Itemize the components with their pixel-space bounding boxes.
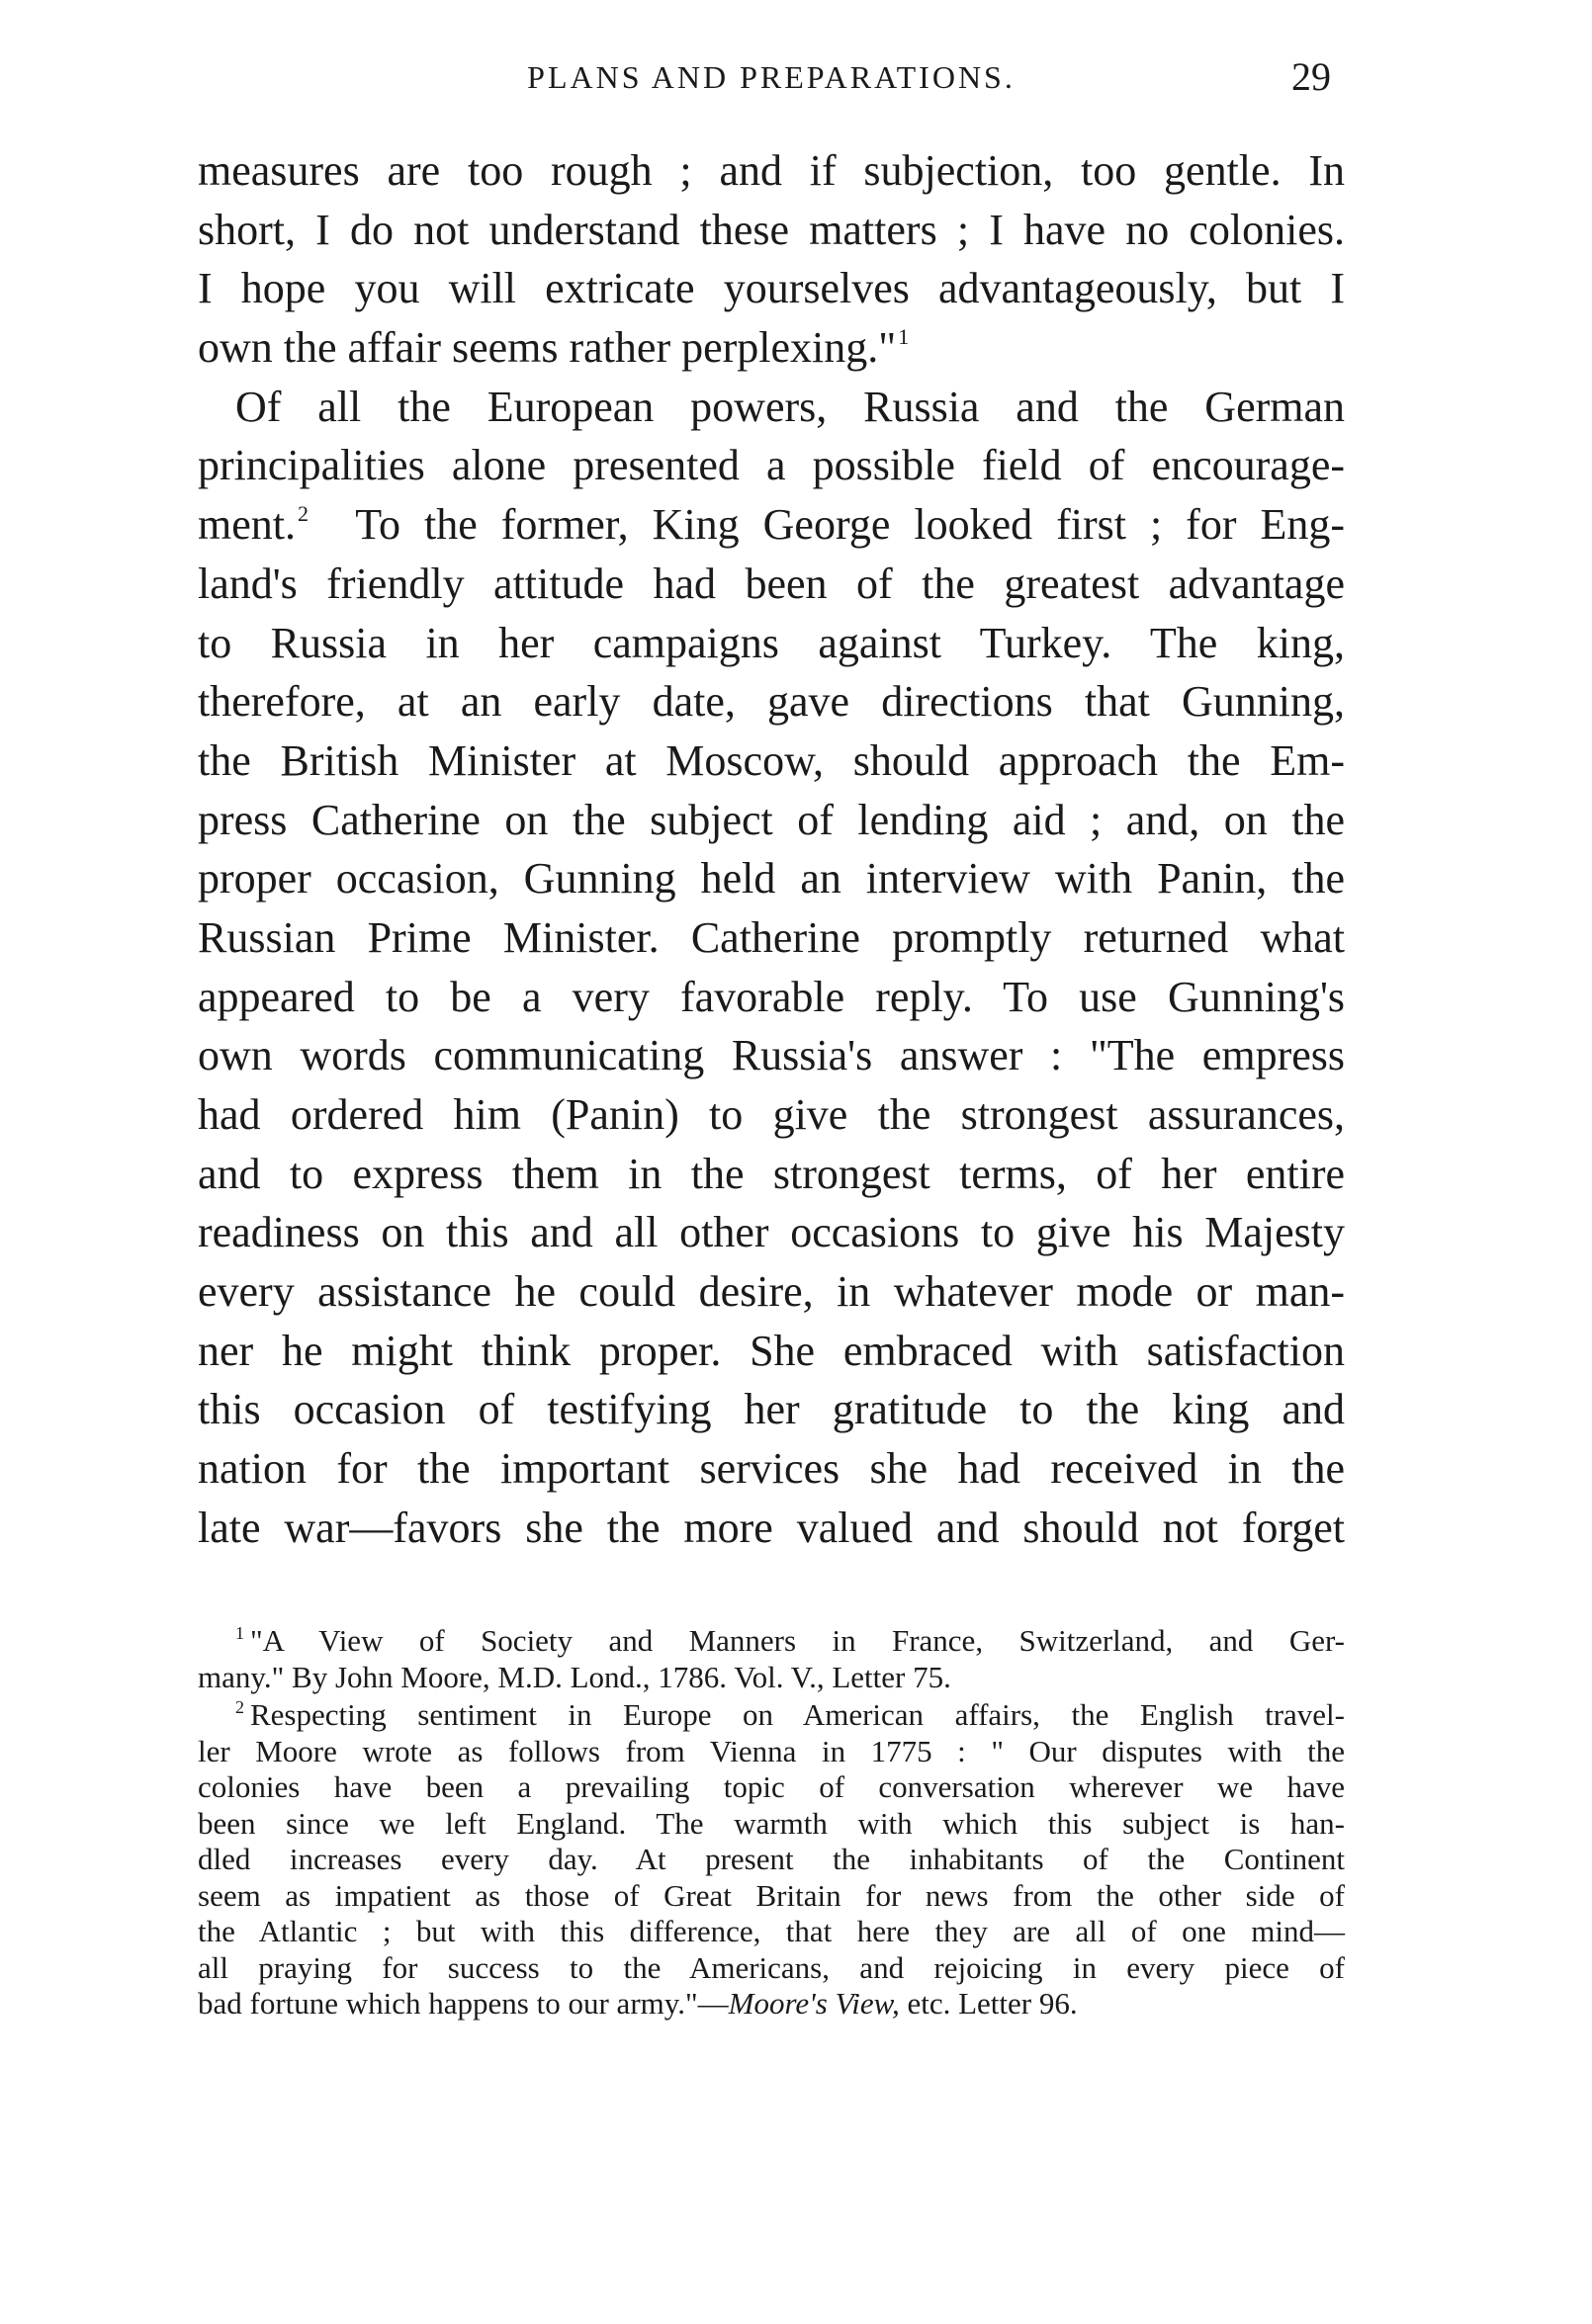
text-line: press Catherine on the subject of lending aid ; and, on the xyxy=(198,795,1345,844)
footnotes xyxy=(198,1623,1345,2023)
text-line-content: own the affair seems rather perplexing." xyxy=(198,323,897,373)
text-line: land's friendly attitude had been of the greatest advantage xyxy=(198,559,1345,608)
text-line: late war—favors she the more valued and should not forget xyxy=(198,1503,1345,1552)
footnote-1-line: many." By John Moore, M.D. Lond., 1786. Vol. V., Letter 75. xyxy=(198,1659,951,1694)
footnote-2-line: ler Moore wrote as follows from Vienna in 1775 : " Our disputes with the xyxy=(198,1733,1345,1768)
text-line: ner he might think proper. She embraced with satisfaction xyxy=(198,1326,1345,1375)
text-line: the British Minister at Moscow, should approach the Em- xyxy=(198,735,1345,785)
text-line: and to express them in the strongest terms, of her entire xyxy=(198,1149,1345,1198)
text-line: therefore, at an early date, gave directions that Gunning, xyxy=(198,677,1345,727)
text-line: short, I do not understand these matters ; I have no colonies. xyxy=(198,205,1345,254)
footnote-2-citation: Moore's View, xyxy=(728,1986,900,2021)
text-line: this occasion of testifying her gratitude to the king and xyxy=(198,1385,1345,1434)
footnote-2-line: been since we left England. The warmth with which this subject is han- xyxy=(198,1805,1345,1841)
footnote-2-text: etc. Letter 96. xyxy=(899,1986,1078,2021)
footnote-2-mark: 2 xyxy=(235,1697,244,1717)
text-line-content: ment. xyxy=(198,500,296,550)
text-line xyxy=(198,495,1345,555)
text-line: appeared to be a very favorable reply. To use Gunning's xyxy=(198,972,1345,1021)
footnote-1-mark: 1 xyxy=(235,1623,244,1643)
footnote-2-line: dled increases every day. At present the inhabitants of the Continent xyxy=(198,1842,1345,1876)
text-line: readiness on this and all other occasions to give his Majesty xyxy=(198,1208,1345,1257)
text-line: measures are too rough ; and if subjection, too gentle. In xyxy=(198,146,1345,195)
text-line: nation for the important services she had received in the xyxy=(198,1444,1345,1494)
text-line: had ordered him (Panin) to give the strongest assurances, xyxy=(198,1090,1345,1139)
text-line: to Russia in her campaigns against Turkey. The king, xyxy=(198,618,1345,667)
text-line: own words communicating Russia's answer : "The empress xyxy=(198,1031,1345,1080)
footnote-ref-2: 2 xyxy=(297,501,309,527)
footnote-2-line xyxy=(198,1697,1345,1734)
footnote-2-line xyxy=(198,1986,1345,2023)
body-text xyxy=(198,141,1345,1558)
footnote-2-text: bad fortune which happens to our army."— xyxy=(198,1986,729,2021)
text-line: Of all the European powers, Russia and the German xyxy=(235,382,1345,431)
text-line: principalities alone presented a possible field of encourage- xyxy=(198,441,1345,490)
footnote-2-text: Respecting sentiment in Europe on American affairs, the English travel- xyxy=(250,1697,1345,1732)
footnote-1-text: "A View of Society and Manners in France, Switzerland, and Ger- xyxy=(250,1623,1345,1658)
footnote-2-line: the Atlantic ; but with this difference, that here they are all of one mind— xyxy=(198,1914,1345,1948)
footnote-2-line: seem as impatient as those of Great Britain for news from the other side of xyxy=(198,1877,1345,1913)
text-line: every assistance he could desire, in whatever mode or man- xyxy=(198,1267,1345,1317)
footnote-2-line: all praying for success to the Americans, and rejoicing in every piece of xyxy=(198,1949,1345,1985)
running-title: PLANS AND PREPARATIONS. xyxy=(527,59,1016,95)
text-line: Russian Prime Minister. Catherine promptly returned what xyxy=(198,912,1345,962)
running-head xyxy=(198,53,1345,113)
footnote-2-line: colonies have been a prevailing topic of conversation wherever we have xyxy=(198,1769,1345,1804)
text-line-content: To the former, King George looked first ; for Eng- xyxy=(355,500,1345,550)
text-line: proper occasion, Gunning held an interview with Panin, the xyxy=(198,854,1345,904)
text-line: I hope you will extricate yourselves advantageously, but I xyxy=(198,264,1345,313)
text-line xyxy=(198,318,1345,378)
footnote-ref-1: 1 xyxy=(898,324,910,350)
footnote-1-line xyxy=(198,1623,1345,1660)
page-number: 29 xyxy=(1291,54,1331,99)
